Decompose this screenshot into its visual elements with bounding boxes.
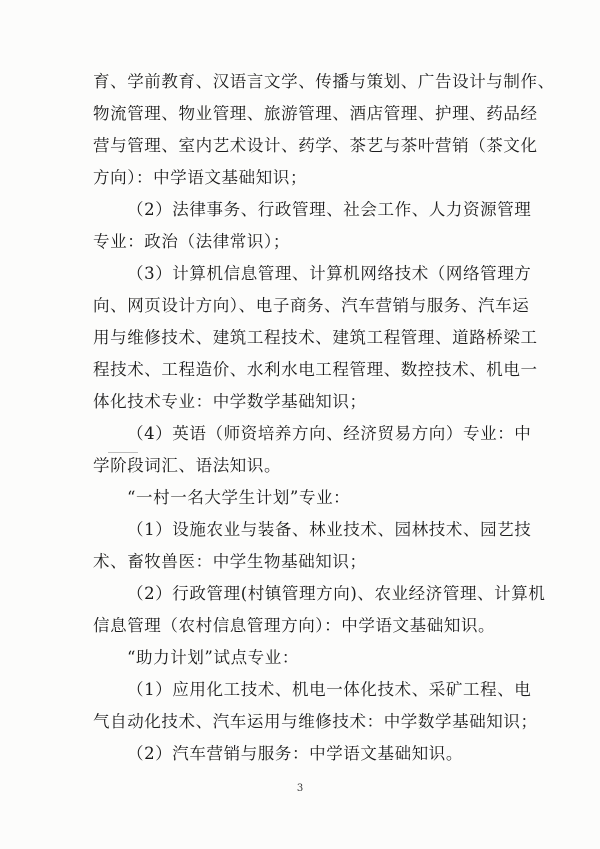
text-line: 专业：政治（法律常识）； — [93, 232, 290, 251]
text-line: （2）汽车营销与服务：中学语文基础知识。 — [127, 744, 463, 763]
text-line: （2）法律事务、行政管理、社会工作、人力资源管理 — [127, 200, 532, 219]
text-line: 营与管理、室内艺术设计、药学、茶艺与茶叶营销（茶文化 — [93, 136, 538, 155]
text-line: 育、学前教育、汉语言文学、传播与策划、广告设计与制作、 — [93, 72, 555, 91]
text-line: 方向）：中学语文基础知识； — [93, 168, 308, 187]
text-line: 气自动化技术、汽车运用与维修技术：中学数学基础知识； — [93, 712, 538, 731]
text-line: （4）英语（师资培养方向、经济贸易方向）专业：中 — [127, 424, 532, 443]
section-heading: “助力计划”试点专业： — [127, 648, 299, 667]
text-line: 用与维修技术、建筑工程技术、建筑工程管理、道路桥梁工 — [93, 328, 538, 347]
text-line: 术、畜牧兽医：中学生物基础知识； — [93, 552, 367, 571]
text-line: 信息管理（农村信息管理方向）：中学语文基础知识。 — [93, 616, 496, 635]
text-line: （1）应用化工技术、机电一体化技术、采矿工程、电 — [127, 680, 532, 699]
page-number: 3 — [296, 783, 304, 794]
text-line: （2）行政管理(村镇管理方向)、农业经济管理、计算机 — [127, 584, 546, 603]
text-line: 向、网页设计方向）、电子商务、汽车营销与服务、汽车运 — [93, 296, 530, 315]
text-line: （1）设施农业与装备、林业技术、园林技术、园艺技 — [127, 520, 532, 539]
text-line: 物流管理、物业管理、旅游管理、酒店管理、护理、药品经 — [93, 104, 538, 123]
section-heading: “一村一名大学生计划”专业： — [127, 488, 351, 507]
text-line: 学阶段词汇、语法知识。 — [93, 456, 282, 475]
text-line: 程技术、工程造价、水利水电工程管理、数控技术、机电一 — [93, 360, 538, 379]
text-line: 体化技术专业：中学数学基础知识； — [93, 392, 367, 411]
text-line: （3）计算机信息管理、计算机网络技术（网络管理方 — [127, 264, 532, 283]
document-body — [93, 66, 555, 770]
